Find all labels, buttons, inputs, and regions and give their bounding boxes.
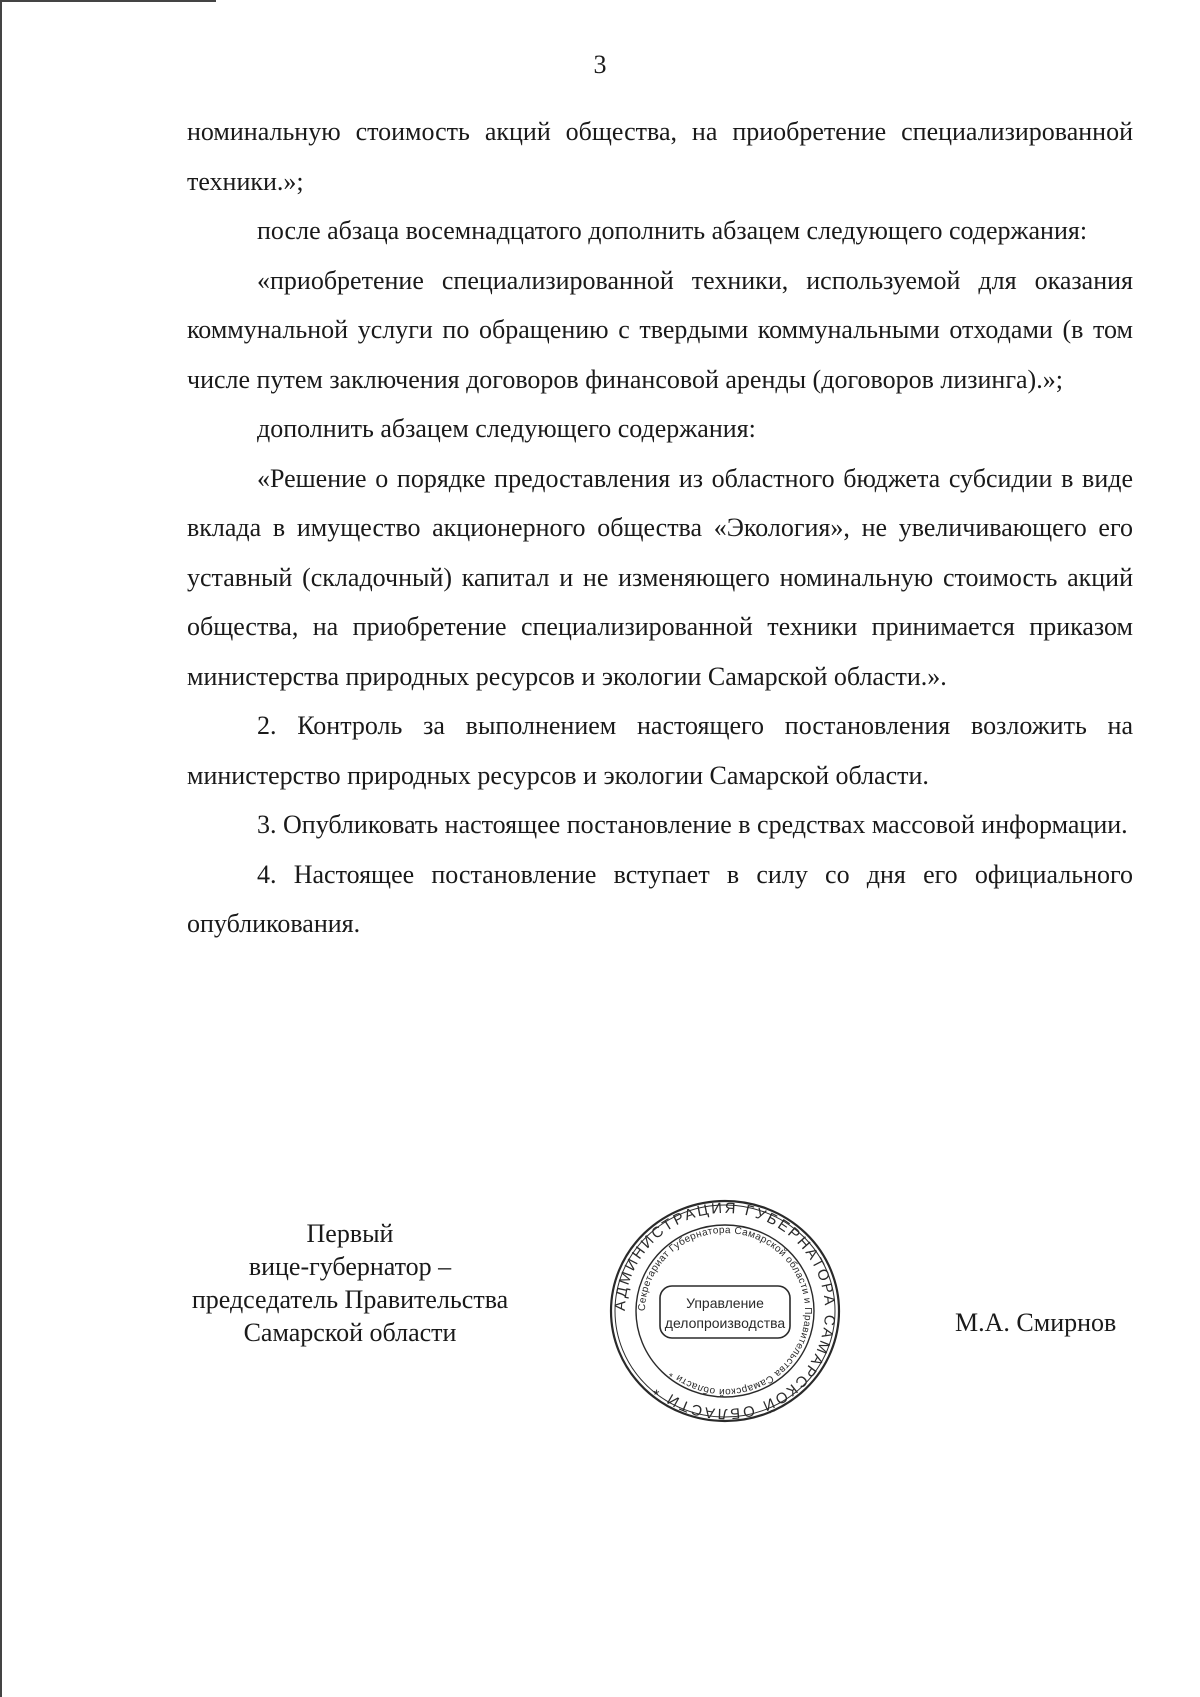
signatory-name: М.А. Смирнов (955, 1308, 1117, 1337)
signatory-position-line: председатель Правительства (191, 1285, 509, 1314)
stamp-outer-text: АДМИНИСТРАЦИЯ ГУБЕРНАТОРА САМАРСКОЙ ОБЛАСТИ * (611, 1199, 839, 1423)
svg-text:Секретариат Губернатора Самарс (637, 1225, 813, 1397)
stamp-center-line: делопроизводства (664, 1315, 786, 1331)
paragraph-5: «Решение о порядке предоставления из областного бюджета субсидии в виде вклада в имущество акционерного общества «Экология», не увеличивающего его уставный (складочный) капитал и не изменяющего номинальную стоимость акций общества, на приобретение специализированной техники принимается приказом министерства природных ресурсов и экологии Самарской области.». (187, 463, 1133, 691)
scan-edge-line (0, 0, 2, 1697)
paragraph-item-3: 3. Опубликовать настоящее постановление в средствах массовой информации. (257, 810, 1128, 839)
scan-top-rule (0, 0, 216, 2)
signatory-position-line: Самарской области (243, 1318, 457, 1347)
paragraph-item-2: 2. Контроль за выполнением настоящего постановления возложить на министерство природных ресурсов и экологии Самарской области. (187, 711, 1133, 790)
paragraph-item-4: 4. Настоящее постановление вступает в силу со дня его официального опубликования. (187, 859, 1133, 938)
document-body (187, 107, 1133, 949)
stamp-middle-text: Секретариат Губернатора Самарской области и Правительства Самарской области * (636, 1224, 814, 1398)
stamp-center-line: Управление (686, 1295, 764, 1311)
signatory-position-line: вице-губернатор – (248, 1252, 452, 1281)
official-stamp-seal (606, 1198, 844, 1424)
page-number: 3 (593, 50, 607, 79)
paragraph-2: после абзаца восемнадцатого дополнить абзацем следующего содержания: (257, 216, 1088, 245)
signatory-position (150, 1217, 550, 1349)
paragraph-3: «приобретение специализированной техники, используемой для оказания коммунальной услуги по обращению с твердыми коммунальными отходами (в том числе путем заключения договоров финансовой аренды (договоров лизинга).»; (187, 265, 1133, 394)
paragraph-4: дополнить абзацем следующего содержания: (257, 414, 756, 443)
signatory-position-line: Первый (306, 1219, 394, 1248)
paragraph-1: номинальную стоимость акций общества, на приобретение специализированной техники.»; (187, 117, 1133, 196)
